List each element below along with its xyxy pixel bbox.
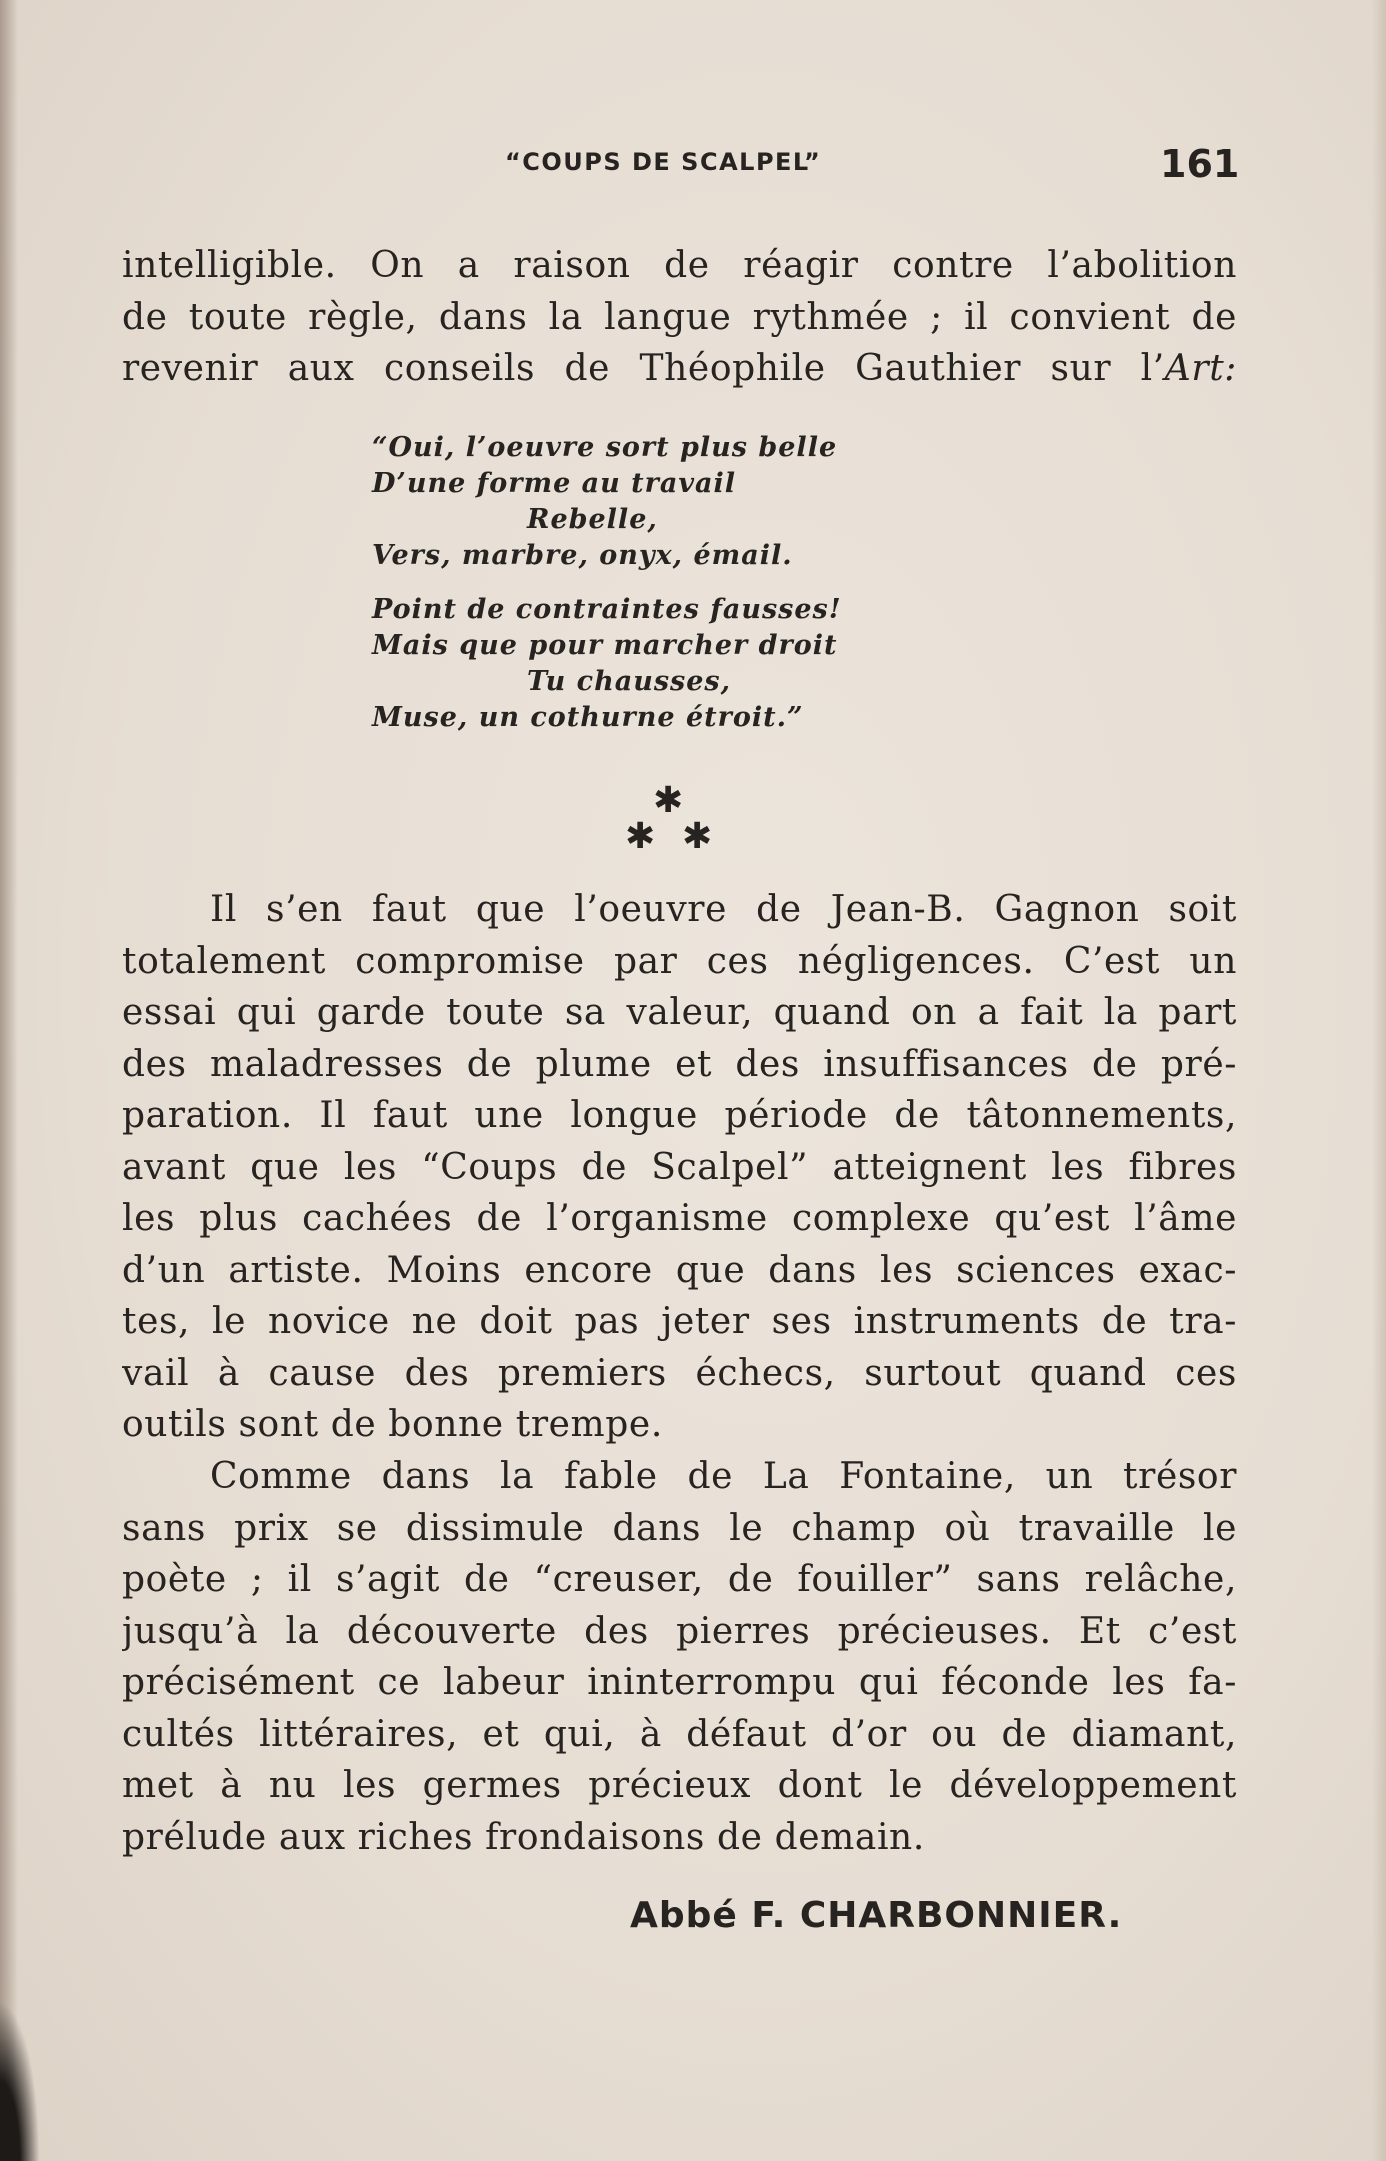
text-line: de toute règle, dans la langue rythmée ; il convient de [122,296,1237,338]
running-head [0,142,1386,186]
asterisk-icon: ✱ [625,816,656,857]
text-line: les plus cachées de l’organisme complexe qu’est l’âme [122,1198,1237,1239]
gutter-shadow [0,0,18,2161]
paragraph-2 [122,884,1237,1451]
text-line: d’un artiste. Moins encore que dans les sciences exac- [122,1249,1237,1291]
section-break-asterism [610,780,713,860]
poem-line: Point de contraintes fausses! [372,594,842,625]
text-line: paration. Il faut une longue période de tâtonnements, [122,1095,1237,1136]
text-line: cultés littéraires, et qui, à défaut d’or ou de diamant, [122,1713,1237,1755]
text-line: précisément ce labeur ininterrompu qui féconde les fa- [122,1662,1237,1703]
text-line: outils sont de bonne trempe. [122,1404,663,1445]
text-line: sans prix se dissimule dans le champ où travaille le [122,1507,1237,1549]
asterisk-icon: ✱ [653,780,684,821]
top-paragraph [122,240,1237,395]
poem-line: “Oui, l’oeuvre sort plus belle [372,432,838,463]
paragraph-3 [122,1451,1237,1863]
text-line: Il s’en faut que l’oeuvre de Jean-B. Gagnon soit [210,889,1237,930]
asterisk-icon: ✱ [682,816,713,857]
poem-line: Tu chausses, [527,666,732,697]
author-signature: Abbé F. CHARBONNIER. [630,1895,1123,1936]
text-line: Comme dans la fable de La Fontaine, un trésor [210,1456,1237,1497]
text-line: intelligible. On a raison de réagir contre l’abolition [122,245,1237,286]
poem-line: Vers, marbre, onyx, émail. [372,540,793,571]
text-line: totalement compromise par ces négligences. C’est un [122,940,1237,982]
text-line: des maladresses de plume et des insuffisances de pré- [122,1043,1237,1085]
text-line: essai qui garde toute sa valeur, quand on a fait la part [122,992,1237,1033]
text-line: met à nu les germes précieux dont le développement [122,1765,1237,1806]
text-line-start: revenir aux conseils de Théophile Gauthier sur l’ [122,348,1165,389]
page-edge [1372,0,1386,2161]
poem-line: Rebelle, [527,504,658,535]
text-line: avant que les “Coups de Scalpel” atteignent les fibres [122,1146,1237,1188]
text-line: jusqu’à la découverte des pierres précieuses. Et c’est [122,1610,1237,1652]
text-line: tes, le novice ne doit pas jeter ses instruments de tra- [122,1301,1237,1342]
poem-line: Muse, un cothurne étroit.” [372,702,804,733]
text-line: poète ; il s’agit de “creuser, de fouiller” sans relâche, [122,1559,1237,1600]
page-number: 161 [1160,142,1240,186]
poem-quote [372,430,842,736]
text-line [122,343,1237,395]
poem-line: Mais que pour marcher droit [372,630,838,661]
text-line: vail à cause des premiers échecs, surtout quand ces [122,1352,1237,1394]
poem-line: D’une forme au travail [372,468,737,499]
running-title: “COUPS DE SCALPEL” [505,148,822,176]
text-line: prélude aux riches frondaisons de demain. [122,1816,925,1858]
corner-shadow [0,2001,40,2161]
emphasis-art: Art: [1164,348,1237,389]
